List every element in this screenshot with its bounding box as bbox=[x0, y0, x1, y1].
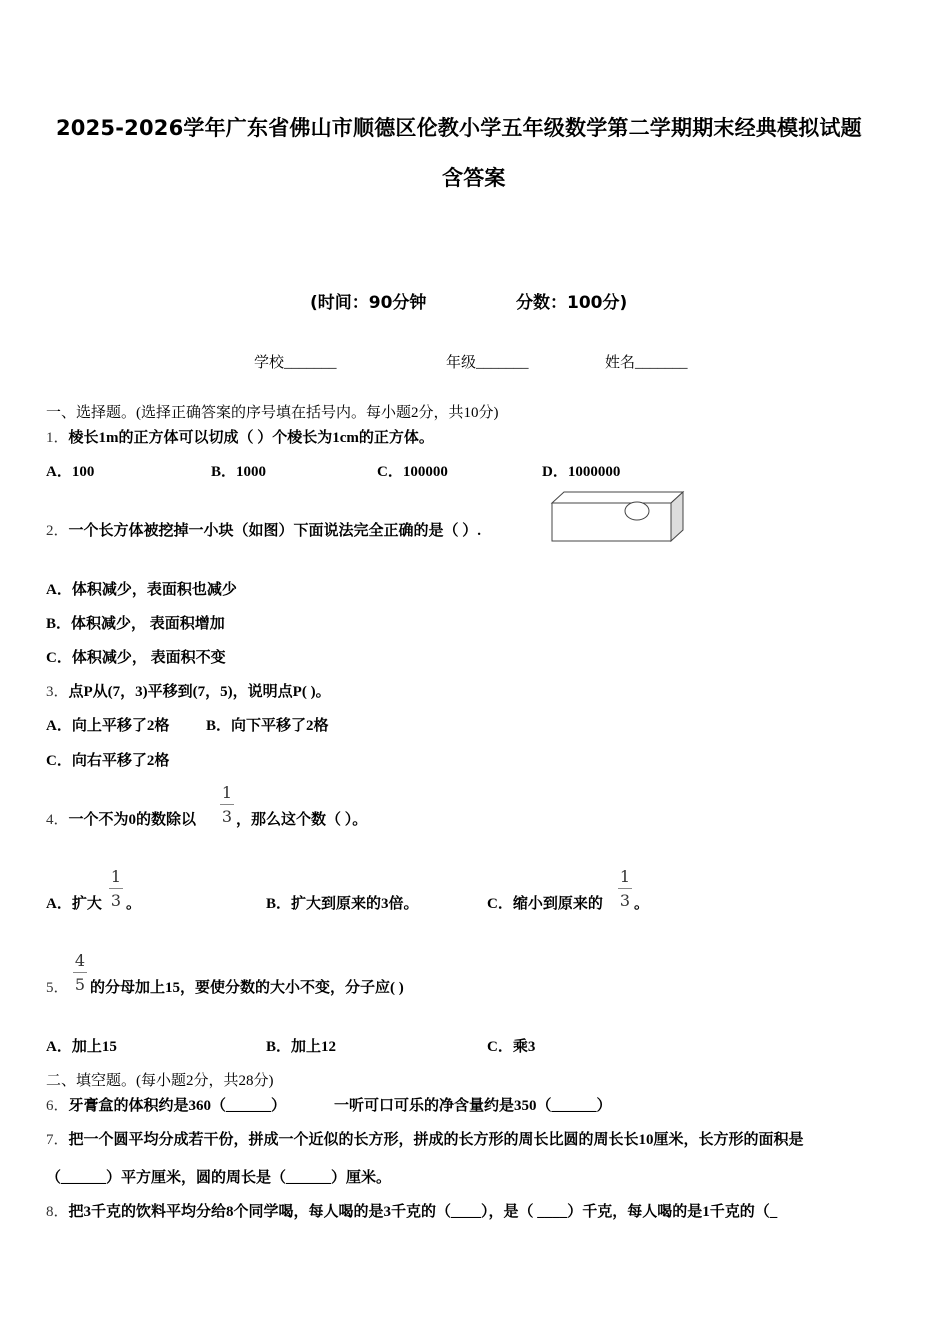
q4-option-c-label[interactable]: C．缩小到原来的 bbox=[487, 896, 603, 912]
school-field[interactable]: 学校_______ bbox=[254, 355, 337, 371]
fraction-denominator: 3 bbox=[110, 891, 122, 910]
question-text: 的分母加上15，要使分数的大小不变，分子应( ) bbox=[90, 980, 404, 996]
question-4-prefix bbox=[46, 808, 196, 829]
exam-score: 分数：100分) bbox=[516, 293, 628, 313]
section2-heading: 二、填空题。(每小题2分，共28分) bbox=[46, 1073, 274, 1089]
question-number: 4． bbox=[46, 812, 69, 828]
fraction-denominator: 5 bbox=[74, 975, 86, 994]
cuboid-figure bbox=[550, 490, 685, 543]
cuboid-top-face bbox=[552, 492, 683, 503]
q5-option-a[interactable]: A．加上15 bbox=[46, 1039, 117, 1055]
q2-option-b[interactable]: B．体积减少， 表面积增加 bbox=[46, 616, 225, 632]
page-title-line1: 2025-2026学年广东省佛山市顺德区伦教小学五年级数学第二学期期末经典模拟试题 bbox=[56, 116, 862, 140]
q2-option-a[interactable]: A．体积减少，表面积也减少 bbox=[46, 582, 237, 598]
cuboid-front-face bbox=[552, 503, 671, 541]
page-title-line2: 含答案 bbox=[442, 166, 506, 190]
q4-option-a-suffix: 。 bbox=[126, 896, 142, 912]
q4-option-b[interactable]: B．扩大到原来的3倍。 bbox=[266, 896, 419, 912]
question-number: 1． bbox=[46, 430, 69, 446]
q1-option-b[interactable]: B．1000 bbox=[211, 464, 267, 480]
q3-option-b[interactable]: B．向下平移了2格 bbox=[206, 718, 329, 734]
q5-option-c[interactable]: C．乘3 bbox=[487, 1039, 536, 1055]
question-text-part1: 牙膏盒的体积约是360（______） bbox=[68, 1098, 287, 1114]
fraction-numerator: 1 bbox=[619, 867, 631, 886]
fraction-numerator: 4 bbox=[74, 951, 86, 970]
name-field[interactable]: 姓名_______ bbox=[605, 355, 688, 371]
question-7-line2: （______）平方厘米，圆的周长是（______）厘米。 bbox=[46, 1170, 392, 1186]
question-text-post: ，那么这个数（ ）。 bbox=[236, 812, 368, 828]
question-6 bbox=[46, 1094, 286, 1115]
q3-option-c[interactable]: C．向右平移了2格 bbox=[46, 753, 170, 769]
question-8 bbox=[46, 1200, 777, 1221]
question-1 bbox=[46, 426, 434, 447]
q5-option-b[interactable]: B．加上12 bbox=[266, 1039, 337, 1055]
fraction-numerator: 1 bbox=[110, 867, 122, 886]
q4-option-c-suffix: 。 bbox=[634, 896, 650, 912]
question-number: 3． bbox=[46, 684, 69, 700]
question-2 bbox=[46, 519, 481, 540]
exam-time: (时间：90分钟 bbox=[310, 293, 427, 313]
question-6-part2: 一听可口可乐的净含量约是350（______） bbox=[334, 1098, 612, 1114]
question-text: 一个长方体被挖掉一小块（如图）下面说法完全正确的是（ ）. bbox=[68, 523, 482, 539]
fraction-four-fifths bbox=[73, 950, 87, 995]
fraction-one-third bbox=[220, 782, 234, 827]
fraction-one-third bbox=[618, 866, 632, 911]
question-3 bbox=[46, 680, 331, 701]
q3-option-a[interactable]: A．向上平移了2格 bbox=[46, 718, 170, 734]
question-text-pre: 一个不为0的数除以 bbox=[68, 812, 197, 828]
question-7-line1 bbox=[46, 1128, 804, 1149]
question-text: 把3千克的饮料平均分给8个同学喝，每人喝的是3千克的（____），是（ ____）千克，每人喝的是1千克的（_ bbox=[68, 1204, 778, 1220]
q1-option-c[interactable]: C．100000 bbox=[377, 464, 448, 480]
question-text: 棱长1m的正方体可以切成（ ）个棱长为1cm的正方体。 bbox=[68, 430, 434, 446]
question-number: 5． bbox=[46, 980, 69, 996]
question-text: 点P从(7，3)平移到(7，5)，说明点P( )。 bbox=[68, 684, 331, 700]
fraction-numerator: 1 bbox=[221, 783, 233, 802]
fraction-one-third bbox=[109, 866, 123, 911]
grade-field[interactable]: 年级_______ bbox=[446, 355, 529, 371]
q1-option-a[interactable]: A．100 bbox=[46, 464, 95, 480]
q2-option-c[interactable]: C．体积减少， 表面积不变 bbox=[46, 650, 226, 666]
question-number: 6． bbox=[46, 1098, 69, 1114]
fraction-denominator: 3 bbox=[619, 891, 631, 910]
q1-option-d[interactable]: D．1000000 bbox=[542, 464, 621, 480]
section1-heading: 一、选择题。(选择正确答案的序号填在括号内。每小题2分，共10分) bbox=[46, 405, 499, 421]
cut-hole bbox=[625, 502, 649, 520]
question-text: 把一个圆平均分成若干份，拼成一个近似的长方形，拼成的长方形的周长比圆的周长长10厘米，长方形的面积是 bbox=[68, 1132, 804, 1148]
fraction-denominator: 3 bbox=[221, 807, 233, 826]
q4-option-a-label[interactable]: A．扩大 bbox=[46, 896, 102, 912]
question-number: 2． bbox=[46, 523, 69, 539]
question-number: 7． bbox=[46, 1132, 69, 1148]
question-number: 8． bbox=[46, 1204, 69, 1220]
